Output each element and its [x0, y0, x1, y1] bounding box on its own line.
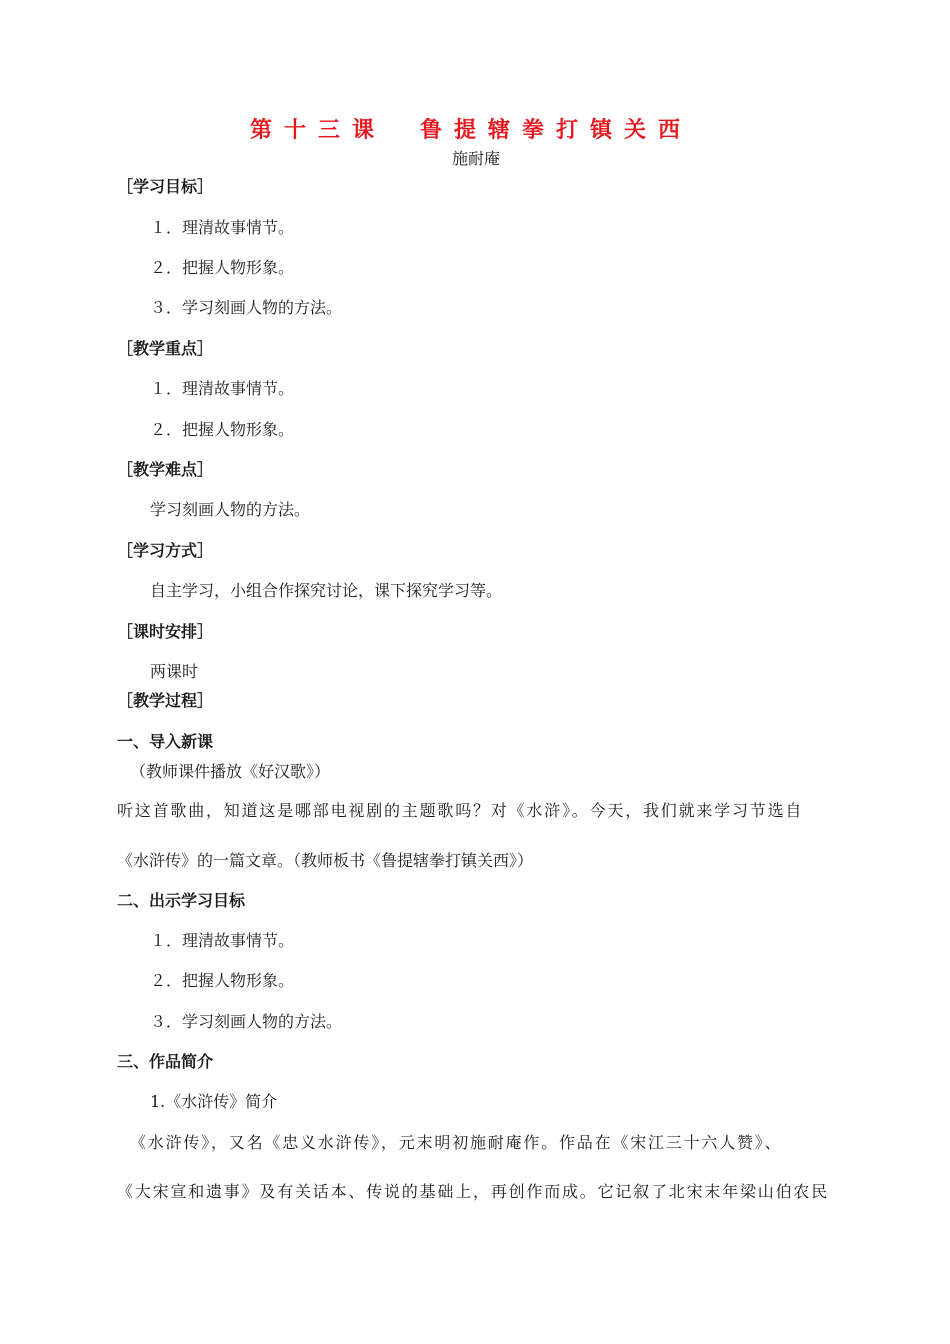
process-heading: ［教学过程］: [117, 691, 214, 710]
part3-paragraph-line: 《水浒传》，又名《忠义水浒传》，元末明初施耐庵作。作品在《宋江三十六人赞》、: [130, 1133, 783, 1152]
part1-paragraph-line: 《水浒传》的一篇文章。（教师板书《鲁提辖拳打镇关西》）: [117, 851, 534, 870]
part1-heading: 一、导入新课: [117, 732, 214, 751]
goals-heading: ［学习目标］: [117, 177, 214, 196]
part2-item: ２．把握人物形象。: [150, 971, 295, 990]
part3-paragraph-line: 《大宋宣和遗事》及有关话本、传说的基础上，再创作而成。它记叙了北宋末年梁山伯农民: [117, 1182, 830, 1201]
focus-item: １．理清故事情节。: [150, 379, 295, 398]
author-name: 施耐庵: [452, 149, 501, 168]
focus-heading: ［教学重点］: [117, 339, 214, 358]
schedule-text: 两课时: [150, 662, 199, 681]
part3-subheading: 1.《水浒传》简介: [150, 1092, 278, 1111]
goal-item: ２．把握人物形象。: [150, 258, 295, 277]
goal-item: １．理清故事情节。: [150, 218, 295, 237]
difficulty-heading: ［教学难点］: [117, 460, 214, 479]
method-heading: ［学习方式］: [117, 541, 214, 560]
lesson-title: 第十三课 鲁提辖拳打镇关西: [250, 117, 693, 143]
schedule-heading: ［课时安排］: [117, 622, 214, 641]
goal-item: ３．学习刻画人物的方法。: [150, 298, 343, 317]
difficulty-text: 学习刻画人物的方法。: [150, 500, 311, 519]
part2-heading: 二、出示学习目标: [117, 891, 246, 910]
part2-item: ３．学习刻画人物的方法。: [150, 1012, 343, 1031]
part1-paragraph-line: 听这首歌曲，知道这是哪部电视剧的主题歌吗？对《水浒》。今天，我们就来学习节选自: [117, 801, 804, 820]
part2-item: １．理清故事情节。: [150, 931, 295, 950]
focus-item: ２．把握人物形象。: [150, 420, 295, 439]
method-text: 自主学习，小组合作探究讨论，课下探究学习等。: [150, 581, 503, 600]
part3-heading: 三、作品简介: [117, 1052, 214, 1071]
part1-note: （教师课件播放《好汉歌》）: [130, 762, 331, 781]
